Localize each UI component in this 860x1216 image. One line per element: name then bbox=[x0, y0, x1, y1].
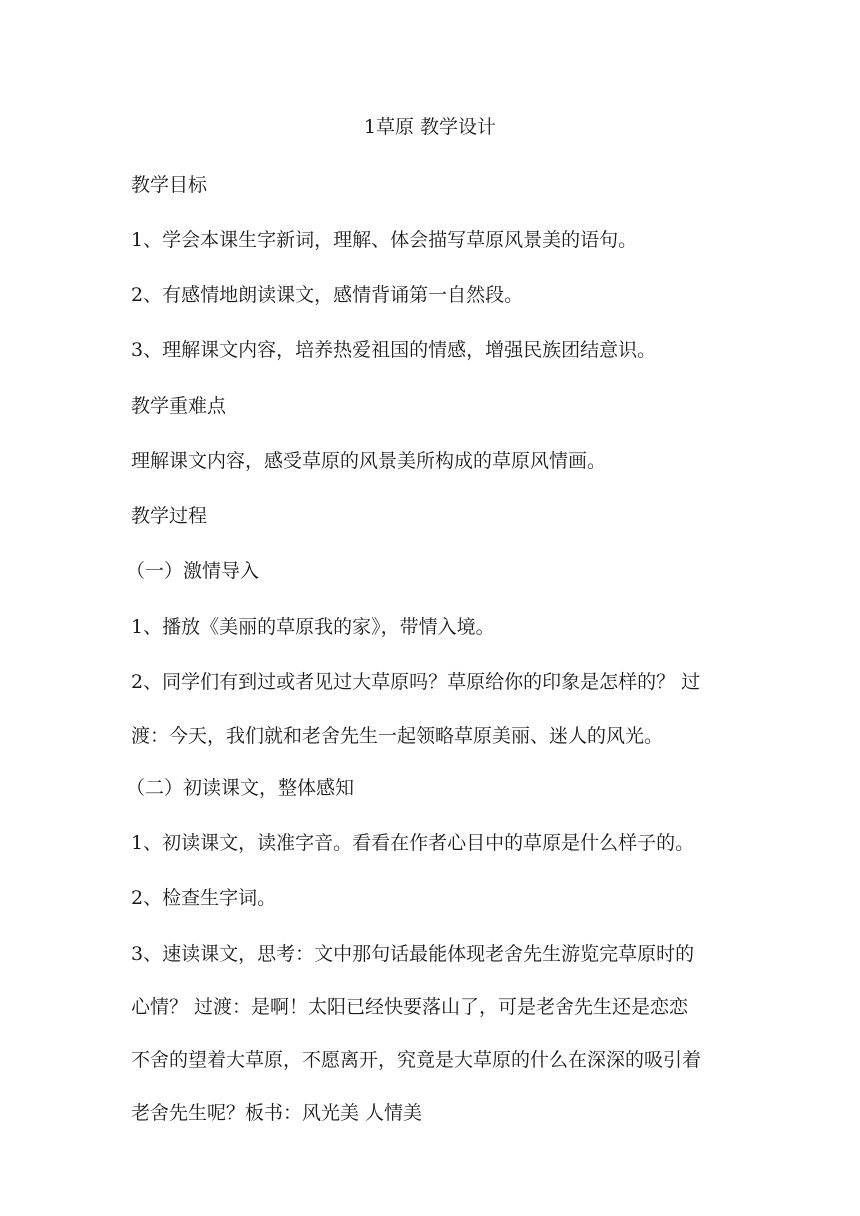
step-1-heading: （一）激情导入 bbox=[126, 560, 260, 582]
step-2-item-1: 1、初读课文，读准字音。看看在作者心目中的草原是什么样子的。 bbox=[131, 832, 695, 854]
process-heading: 教学过程 bbox=[131, 505, 208, 527]
step-1-item-2-line-1: 2、同学们有到过或者见过大草原吗？草原给你的印象是怎样的？ 过 bbox=[131, 671, 701, 693]
step-2-item-2: 2、检查生字词。 bbox=[131, 887, 277, 909]
document-title: 1草原 教学设计 bbox=[363, 116, 497, 138]
step-2-item-3 bbox=[131, 940, 741, 1127]
step-1-item-2-line-2: 渡：今天，我们就和老舍先生一起领略草原美丽、迷人的风光。 bbox=[131, 725, 664, 747]
step-2-item-3-line-4: 老舍先生呢？板书：风光美 人情美 bbox=[131, 1102, 423, 1124]
goal-item-2: 2、有感情地朗读课文，感情背诵第一自然段。 bbox=[131, 284, 524, 306]
goal-item-1: 1、学会本课生字新词，理解、体会描写草原风景美的语句。 bbox=[131, 229, 638, 251]
goal-item-3: 3、理解课文内容，培养热爱祖国的情感，增强民族团结意识。 bbox=[131, 339, 657, 361]
goals-heading: 教学目标 bbox=[131, 174, 208, 196]
step-2-item-3-line-1: 3、速读课文，思考：文中那句话最能体现老舍先生游览完草原时的 bbox=[131, 943, 695, 965]
step-1-item-2 bbox=[131, 668, 741, 750]
step-2-heading: （二）初读课文，整体感知 bbox=[126, 777, 355, 799]
key-points-heading: 教学重难点 bbox=[131, 395, 227, 417]
step-2-item-3-line-3: 不舍的望着大草原，不愿离开，究竟是大草原的什么在深深的吸引着 bbox=[131, 1049, 702, 1071]
step-2-item-3-line-2: 心情？ 过渡：是啊！太阳已经快要落山了，可是老舍先生还是恋恋 bbox=[131, 996, 689, 1018]
key-points-text: 理解课文内容，感受草原的风景美所构成的草原风情画。 bbox=[131, 450, 607, 472]
step-1-item-1: 1、播放《美丽的草原我的家》，带情入境。 bbox=[131, 616, 495, 638]
